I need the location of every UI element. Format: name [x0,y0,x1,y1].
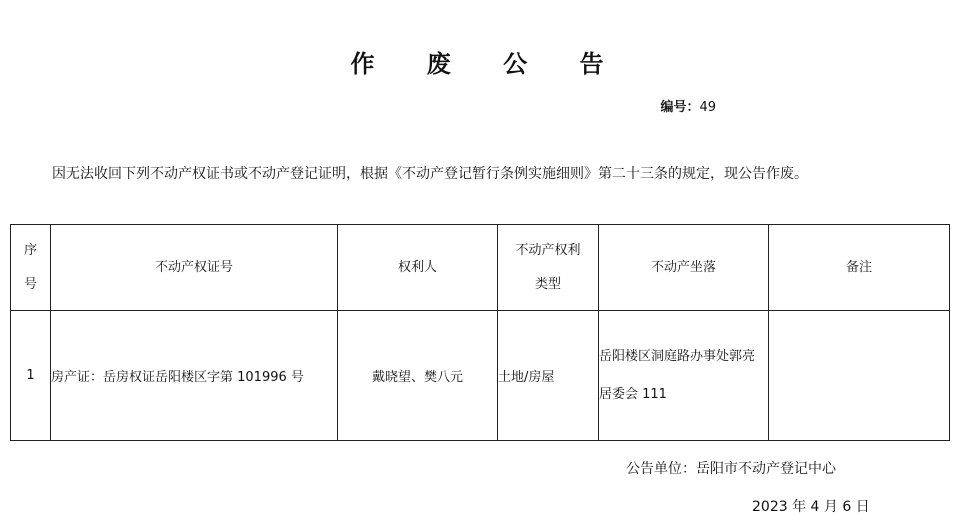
header-location: 不动产坐落 [599,225,769,311]
cell-remarks [769,311,950,441]
cell-seq: 1 [11,311,51,441]
header-seq [11,225,51,311]
cell-cert-no: 房产证：岳房权证岳阳楼区字第 101996 号 [51,311,338,441]
cell-location-line2: 居委会 111 [599,386,667,402]
header-type [498,225,599,311]
table-row [11,311,950,441]
notice-date: 2023 年 4 月 6 日 [752,499,870,515]
header-seq-line1: 序 [23,242,37,258]
intro-paragraph: 因无法收回下列不动产权证书或不动产登记证明，根据《不动产登记暂行条例实施细则》第二十三条的规定，现公告作废。 [52,166,808,182]
document-number-label: 编号： [660,100,700,115]
header-seq-line2: 号 [23,276,37,292]
cell-holder: 戴晓望、樊八元 [338,311,498,441]
cell-type: 土地/房屋 [498,311,599,441]
void-notice-table [10,224,950,441]
header-holder: 权利人 [338,225,498,311]
header-type-line1: 不动产权利 [515,242,581,258]
document-number-value: 49 [699,100,716,115]
cell-location [599,311,769,441]
header-cert-no: 不动产权证号 [51,225,338,311]
document-number [660,96,716,115]
cell-location-line1: 岳阳楼区洞庭路办事处郭亮 [599,348,756,364]
issuing-organization: 公告单位：岳阳市不动产登记中心 [626,461,836,477]
table-header-row [11,225,950,311]
page-title: 作 废 公 告 [350,50,626,78]
header-type-line2: 类型 [534,276,561,292]
header-remarks: 备注 [769,225,950,311]
